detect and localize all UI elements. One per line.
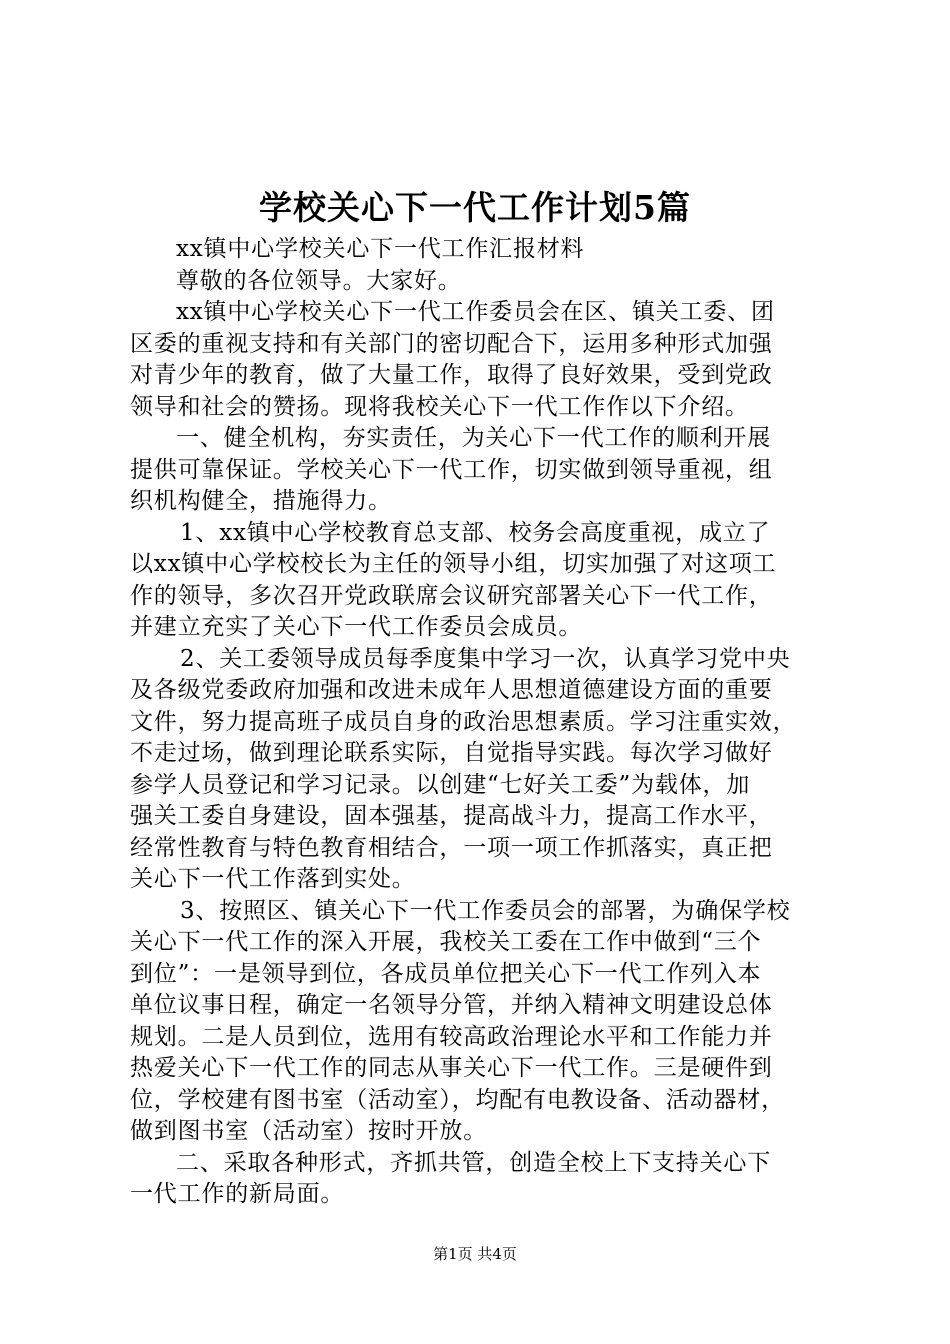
text-line: 经常性教育与特色教育相结合，一项一项工作抓落实，真正把 xyxy=(130,834,773,861)
text-line: 区委的重视支持和有关部门的密切配合下，运用多种形式加强 xyxy=(130,330,773,357)
text-line: xx镇中心学校关心下一代工作汇报材料 xyxy=(176,236,585,262)
document-body xyxy=(130,234,830,1211)
text-line: 位，学校建有图书室（活动室），均配有电教设备、活动器材， xyxy=(130,1086,785,1113)
text-line: 到位”：一是领导到位，各成员单位把关心下一代工作列入本 xyxy=(130,960,762,987)
text-line: 二、采取各种形式，齐抓共管，创造全校上下支持关心下 xyxy=(176,1149,771,1176)
text-line: 提供可靠保证。学校关心下一代工作，切实做到领导重视，组 xyxy=(130,456,773,483)
text-line: 做到图书室（活动室）按时开放。 xyxy=(130,1118,487,1144)
text-line: 并建立充实了关心下一代工作委员会成员。 xyxy=(130,614,583,640)
text-line: 1、xx镇中心学校教育总支部、校务会高度重视，成立了 xyxy=(180,519,771,546)
text-line: xx镇中心学校关心下一代工作委员会在区、镇关工委、团 xyxy=(176,299,775,325)
text-line: 规划。二是人员到位，选用有较高政治理论水平和工作能力并 xyxy=(130,1023,773,1050)
text-line: 不走过场，做到理论联系实际，自觉指导实践。每次学习做好 xyxy=(130,740,773,766)
document-title: 学校关心下一代工作计划5篇 xyxy=(259,188,691,227)
text-line: 热爱关心下一代工作的同志从事关心下一代工作。三是硬件到 xyxy=(130,1055,773,1081)
text-line: 2、关工委领导成员每季度集中学习一次，认真学习党中央 xyxy=(180,645,791,672)
text-line: 一、健全机构，夯实责任，为关心下一代工作的顺利开展 xyxy=(176,425,771,451)
text-line: 尊敬的各位领导。大家好。 xyxy=(176,267,462,294)
page-number-footer: 第1页 共4页 xyxy=(433,1245,517,1263)
text-line: 强关工委自身建设，固本强基，提高战斗力，提高工作水平， xyxy=(130,803,773,829)
text-line: 及各级党委政府加强和改进未成年人思想道德建设方面的重要 xyxy=(130,677,773,703)
text-line: 织机构健全，措施得力。 xyxy=(130,488,392,514)
text-line: 作的领导，多次召开党政联席会议研究部署关心下一代工作， xyxy=(130,582,773,609)
text-line: 文件，努力提高班子成员自身的政治思想素质。学习注重实效， xyxy=(130,708,797,735)
text-line: 领导和社会的赞扬。现将我校关心下一代工作作以下介绍。 xyxy=(130,393,749,420)
text-line: 关心下一代工作落到实处。 xyxy=(130,866,416,892)
text-line: 3、按照区、镇关心下一代工作委员会的部署，为确保学校 xyxy=(180,897,791,924)
text-line: 关心下一代工作的深入开展，我校关工委在工作中做到“三个 xyxy=(130,929,762,955)
text-line: 对青少年的教育，做了大量工作，取得了良好效果，受到党政 xyxy=(130,362,773,388)
text-line: 一代工作的新局面。 xyxy=(130,1181,345,1207)
text-line: 参学人员登记和学习记录。以创建“七好关工委”为载体，加 xyxy=(130,771,751,798)
text-line: 单位议事日程，确定一名领导分管，并纳入精神文明建设总体 xyxy=(130,992,773,1018)
text-line: 以xx镇中心学校校长为主任的领导小组，切实加强了对这项工 xyxy=(130,551,777,577)
